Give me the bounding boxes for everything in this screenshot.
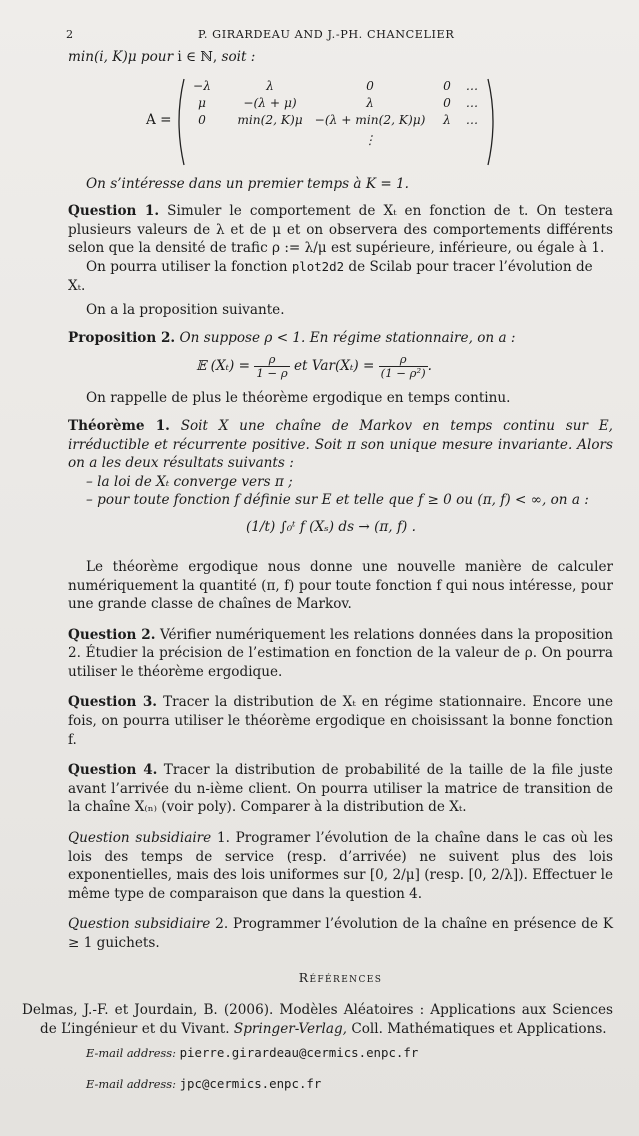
proposition-2-formula: 𝔼 (Xₜ) = $\frac{\rho}{1 - \rho}$ et Var(Xₜ) = $\frac{\rho}{\text{(1 − ρ²)}}$ . (196, 352, 432, 381)
proposition-intro: On a la proposition suivante. (86, 302, 285, 319)
matrix-cell: λ (443, 112, 451, 127)
question-3-label: Question 3. (68, 694, 158, 711)
theorem-bullet: – la loi de Xₜ converge vers π ; (86, 473, 293, 490)
question-2-label: Question 2. (68, 626, 156, 643)
matrix-cell: … (465, 78, 479, 93)
references-title: Références (298, 969, 383, 985)
matrix-cell: … (465, 95, 479, 110)
reminder: On rappelle de plus le théorème ergodique en temps continu. (86, 390, 511, 407)
page-number: 2 (66, 28, 74, 41)
subsidiary-label: Question subsidiaire (68, 916, 211, 933)
question-1 (68, 202, 613, 258)
matrix-vdots: ⋮ (363, 132, 377, 147)
sentence-k1: On s’intéresse dans un premier temps à K = 1. (86, 175, 410, 192)
question-4-label: Question 4. (68, 762, 158, 779)
question-1-text: Simuler le comportement de Xₜ en fonction de t. On testera plusieurs valeurs de λ et de μ et on observera des comportements différents selon que la densité de trafic ρ := λ/μ est supérieure, inférieure, ou égale à 1. (68, 203, 613, 257)
subsidiary-question-2: Question subsidiaire 2. Programmer l’évolution de la chaîne en présence de K ≥ 1 guichets. (68, 916, 614, 951)
matrix-cell: λ (366, 95, 374, 110)
matrix-cell: λ (266, 78, 274, 93)
matrix-cell: −(λ + μ) (243, 95, 297, 110)
matrix-cell: 0 (198, 112, 206, 127)
intro-line: min(i, K)μ pour i ∈ ℕ, soit : (68, 49, 256, 65)
matrix-cell: 0 (443, 78, 451, 93)
question-1-label: Question 1. (68, 203, 160, 220)
page-header (68, 26, 613, 48)
fraction: $\frac{\rho}{1 - \rho}$ (256, 352, 288, 381)
fraction: $\frac{\rho}{\text{(1 − ρ²)}}$ (380, 352, 426, 381)
theorem-1 (68, 417, 613, 473)
subsidiary-label: Question subsidiaire (68, 830, 212, 847)
matrix-cell: −λ (193, 78, 211, 93)
proposition-2-text: On suppose ρ < 1. En régime stationnaire, on a : (179, 329, 516, 346)
proposition-2-label: Proposition 2. (68, 329, 176, 346)
question-1-line2: On pourra utiliser la fonction plot2d2 de Scilab pour tracer l’évolution de Xₜ. (68, 258, 593, 294)
matrix-cell: … (465, 112, 479, 127)
matrix-cell: −(λ + min(2, K)μ) (314, 112, 426, 127)
question-4: Question 4. Tracer la distribution de probabilité de la taille de la file juste avant l’arrivée du n-ième client. On pourra utiliser la matrice de transition de la chaîne X₍ₙ₎ (voir poly). Comparer à la distribution de Xₜ. (68, 762, 613, 816)
subsidiary-question-1: Question subsidiaire 1. Programer l’évolution de la chaîne dans le cas où les lois des temps de service (resp. d’arrivée) ne suivent plus des lois exponentielles, mais des lois uniformes sur [0, 2/μ] (resp. [0, 2/λ]). Effectuer le même type de comparaison que dans la question 4. (68, 830, 613, 902)
question-3: Question 3. Tracer la distribution de Xₜ en régime stationnaire. Encore une fois, on pourra utiliser le théorème ergodique en choisissant la bonne fonction f. (68, 694, 613, 748)
matrix-cell: 0 (443, 95, 451, 110)
theorem-1-label: Théorème 1. (68, 417, 170, 434)
ergodic-formula: (1/t) ∫₀ᵗ f (Xₛ) ds → (π, f) . (246, 518, 416, 535)
proposition-2 (68, 329, 613, 348)
matrix-lhs: A = (146, 111, 172, 128)
matrix-A (68, 73, 613, 169)
question-2: Question 2. Vérifier numériquement les relations données dans la proposition 2. Étudier la précision de l’estimation en fonction de la valeur de ρ. On pourra utiliser le théorème ergodique. (68, 626, 613, 680)
matrix-cell: μ (198, 95, 206, 110)
matrix-cell: 0 (366, 78, 374, 93)
email-line: E-mail address: jpc@cermics.enpc.fr (86, 1075, 322, 1091)
reference-entry: Delmas, J.-F. et Jourdain, B. (2006). Modèles Aléatoires : Applications aux Sciences de L’ingénieur et du Vivant. Springer-Verlag, Coll. Mathématiques et Applications. (22, 1002, 613, 1037)
code-plot2d2: plot2d2 (291, 258, 345, 274)
running-head: P. GIRARDEAU AND J.-PH. CHANCELIER (198, 28, 455, 41)
email-address[interactable]: pierre.girardeau@cermics.enpc.fr (179, 1045, 419, 1061)
theorem-1-text: Soit X une chaîne de Markov en temps continu sur E, irréductible et récurrente positive. Soit π son unique mesure invariante. Alors on a les deux résultats suivants : (68, 417, 613, 472)
ergodic-paragraph: Le théorème ergodique nous donne une nouvelle manière de calculer numériquement la quantité (π, f) pour toute fonction f qui nous intéresse, pour une grande classe de chaînes de Markov. (68, 558, 613, 613)
email-address[interactable]: jpc@cermics.enpc.fr (179, 1075, 322, 1091)
theorem-bullet: – pour toute fonction f définie sur E et telle que f ≥ 0 ou (π, f) < ∞, on a : (86, 492, 589, 509)
email-line: E-mail address: pierre.girardeau@cermics.enpc.fr (86, 1045, 419, 1061)
matrix-cell: min(2, K)μ (237, 112, 303, 127)
